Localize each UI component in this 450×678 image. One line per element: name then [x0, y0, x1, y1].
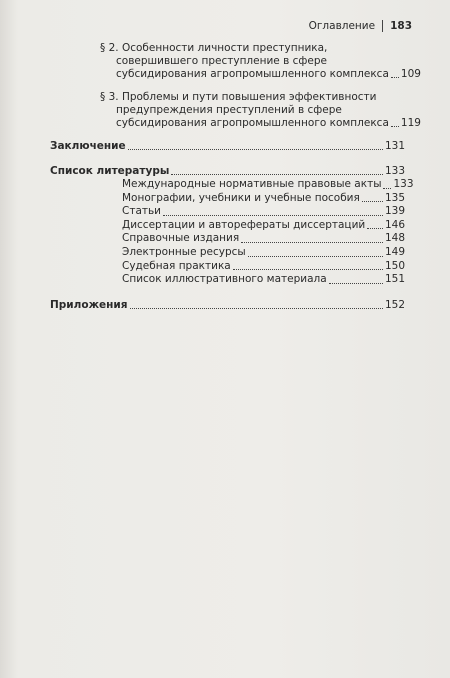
bibliography-items [50, 178, 414, 287]
toc-page-number: 119 [400, 117, 421, 129]
toc-entry-label: Заключение [50, 140, 126, 152]
toc-entry-label: субсидирования агропромышленного комплекса [116, 117, 389, 129]
toc-section-line: § 3. Проблемы и пути повышения эффективности [100, 91, 377, 103]
toc-entry-label: Международные нормативные правовые акты [122, 178, 382, 190]
dot-leader [329, 283, 383, 284]
dot-leader [391, 77, 399, 78]
toc-entry-row [122, 260, 405, 274]
running-head-title: Оглавление [308, 20, 376, 32]
toc-page-number: 149 [384, 245, 405, 258]
toc-entry-label: Статьи [122, 205, 162, 218]
toc-section-2 [50, 42, 421, 81]
toc-page-number: 150 [384, 259, 405, 272]
toc-entry-label: Монографии, учебники и учебные пособия [122, 191, 360, 204]
toc-entry-row [122, 219, 405, 233]
toc-conclusion [50, 140, 405, 153]
toc-entry-row [122, 273, 405, 287]
dot-leader [391, 126, 399, 127]
toc-entry-row [122, 232, 405, 246]
toc-entry-row [100, 117, 421, 130]
dot-leader [383, 188, 391, 189]
toc-section-line: предупреждения преступлений в сфере [116, 104, 342, 116]
dot-leader [163, 215, 383, 216]
toc-entry-row [122, 192, 405, 206]
toc-entry-row [100, 68, 421, 81]
toc-appendix [50, 299, 405, 312]
page-number: 183 [390, 20, 412, 32]
toc-entry-row [122, 246, 405, 260]
toc-section-line: совершившего преступление в сфере [116, 55, 327, 67]
toc-page-number: 135 [384, 191, 405, 204]
toc-bibliography [50, 165, 405, 178]
dot-leader [171, 174, 383, 175]
toc-entry-label: Справочные издания [122, 232, 240, 245]
toc-entry-label: Электронные ресурсы [122, 245, 246, 258]
toc-entry-row [122, 205, 405, 219]
toc-page-number: 152 [384, 298, 405, 311]
dot-leader [241, 242, 383, 243]
toc-section-line: § 2. Особенности личности преступника, [100, 42, 328, 54]
toc-page-number: 133 [393, 178, 414, 190]
toc-page-number: 133 [384, 165, 405, 177]
toc-entry-label: Список литературы [50, 165, 170, 177]
dot-leader [233, 269, 383, 270]
toc-page-number: 139 [384, 205, 405, 218]
dot-leader [248, 256, 383, 257]
running-head [309, 20, 412, 32]
running-head-divider [382, 20, 383, 32]
toc-entry-row [122, 178, 414, 192]
toc-entry-label: Список иллюстративного материала [122, 273, 327, 286]
toc-page-number: 146 [384, 218, 405, 231]
toc-entry-label: Диссертации и авторефераты диссертаций [122, 218, 366, 231]
toc-entry-label: Приложения [50, 298, 128, 311]
table-of-contents [50, 42, 421, 312]
dot-leader [367, 228, 383, 229]
toc-section-3 [50, 91, 421, 130]
dot-leader [130, 308, 383, 309]
toc-entry-label: субсидирования агропромышленного комплекса [116, 68, 389, 80]
toc-entry-label: Судебная практика [122, 259, 231, 272]
toc-page-number: 148 [384, 232, 405, 245]
dot-leader [362, 201, 383, 202]
toc-page-number: 109 [400, 68, 421, 80]
dot-leader [128, 149, 383, 150]
toc-page-number: 151 [384, 273, 405, 286]
toc-page-number: 131 [384, 140, 405, 152]
